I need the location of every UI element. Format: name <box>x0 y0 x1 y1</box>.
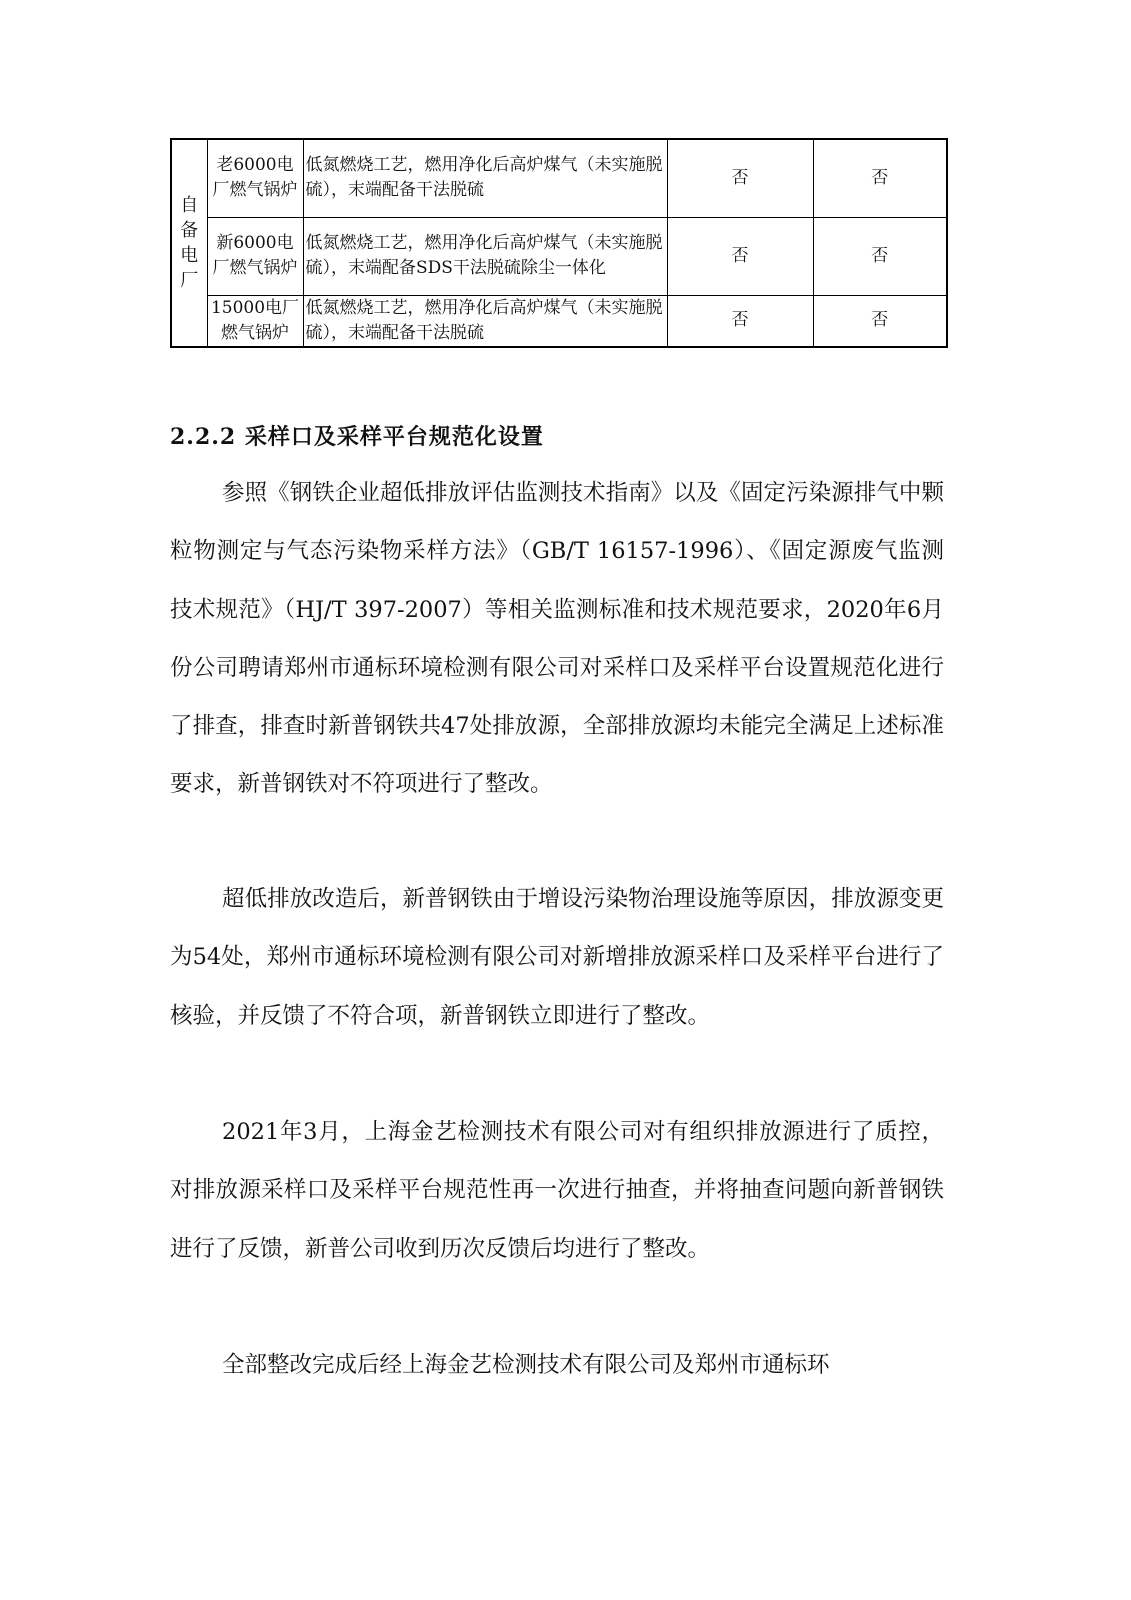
unit-cell: 老6000电厂燃气锅炉 <box>207 139 303 217</box>
measure-cell: 低氮燃烧工艺，燃用净化后高炉煤气（未实施脱硫），末端配备干法脱硫 <box>303 139 667 217</box>
emission-source-table <box>170 138 948 348</box>
measure-cell: 低氮燃烧工艺，燃用净化后高炉煤气（未实施脱硫），末端配备干法脱硫 <box>303 295 667 347</box>
table-row <box>171 139 947 217</box>
measure-cell: 低氮燃烧工艺，燃用净化后高炉煤气（未实施脱硫），末端配备SDS干法脱硫除尘一体化 <box>303 217 667 295</box>
paragraph <box>170 1103 944 1278</box>
group-label-char: 自 <box>180 195 199 216</box>
paragraph-text: 超低排放改造后，新普钢铁由于增设污染物治理设施等原因，排放源变更为54处，郑州市通标环境检测有限公司对新增排放源采样口及采样平台进行了核验，并反馈了不符合项，新普钢铁立即进行了整改。 <box>170 886 944 1029</box>
paragraph-text: 参照《钢铁企业超低排放评估监测技术指南》以及《固定污染源排气中颗粒物测定与气态污染物采样方法》（GB/T 16157-1996）、《固定源废气监测技术规范》（HJ/T 397-2007）等相关监测标准和技术规范要求，2020年6月份公司聘请郑州市通标环境检测有限公司对采样口及采样平台设置规范化进行了排查，排查时新普钢铁共47处排放源，全部排放源均未能完全满足上述标准要求，新普钢铁对不符项进行了整改。 <box>170 480 944 798</box>
unit-cell: 新6000电厂燃气锅炉 <box>207 217 303 295</box>
group-label-char: 厂 <box>180 270 199 291</box>
unit-cell: 15000电厂燃气锅炉 <box>207 295 303 347</box>
yes-no-cell: 否 <box>667 139 813 217</box>
paragraph <box>170 870 944 1045</box>
yes-no-cell: 否 <box>813 295 947 347</box>
yes-no-cell: 否 <box>667 295 813 347</box>
yes-no-cell: 否 <box>813 139 947 217</box>
paragraph-text: 全部整改完成后经上海金艺检测技术有限公司及郑州市通标环 <box>222 1352 830 1378</box>
table-row <box>171 295 947 347</box>
paragraph <box>170 464 944 814</box>
paragraph-text: 2021年3月，上海金艺检测技术有限公司对有组织排放源进行了质控，对排放源采样口及采样平台规范性再一次进行抽查，并将抽查问题向新普钢铁进行了反馈，新普公司收到历次反馈后均进行了整改。 <box>170 1119 944 1262</box>
group-label-char: 备 <box>180 220 199 241</box>
group-label-cell <box>171 139 207 347</box>
yes-no-cell: 否 <box>813 217 947 295</box>
yes-no-cell: 否 <box>667 217 813 295</box>
section-heading: 2.2.2 采样口及采样平台规范化设置 <box>170 424 544 450</box>
paragraph <box>170 1336 944 1394</box>
group-label-char: 电 <box>180 245 199 266</box>
table-row <box>171 217 947 295</box>
